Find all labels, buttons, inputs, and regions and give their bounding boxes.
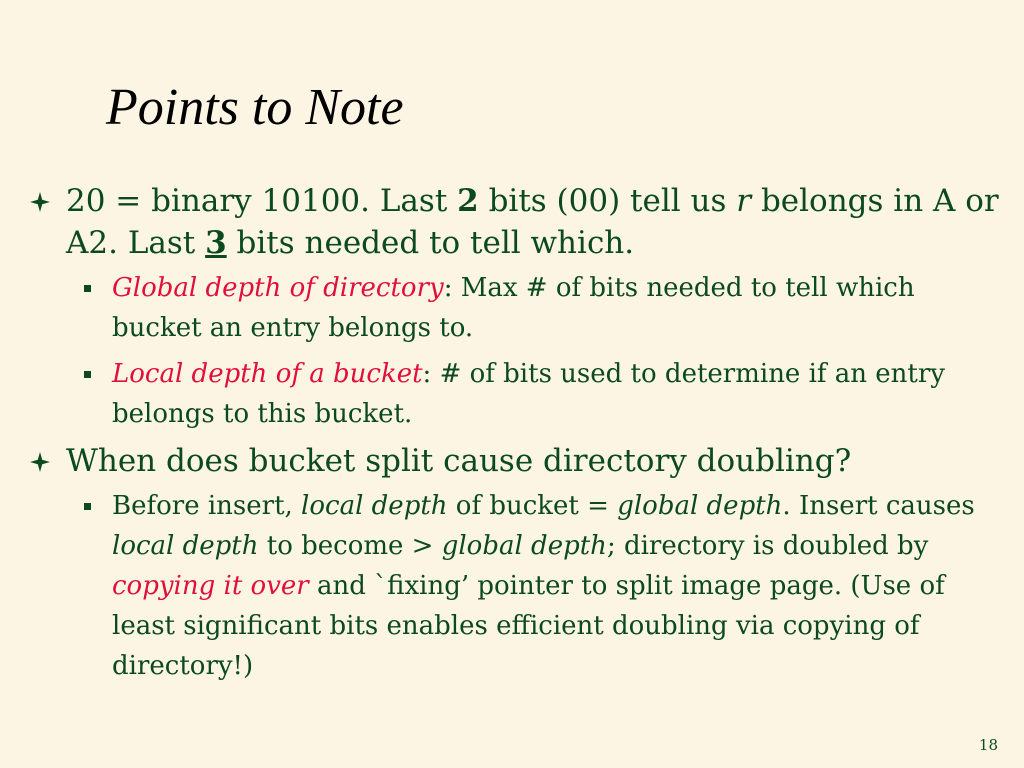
- doubling-italic-local-depth-2: local depth: [112, 531, 259, 561]
- doubling-italic-global-depth-2: global depth: [441, 531, 607, 561]
- slide-title: Points to Note: [106, 79, 404, 136]
- doubling-italic-global-depth-1: global depth: [617, 491, 783, 521]
- local-depth-definition: : # of bits used to determine if an entry belongs to this bucket.: [112, 359, 945, 429]
- binary-italic-r: r: [736, 183, 752, 219]
- subpoint-global-depth: [28, 268, 1008, 348]
- slide-content: [28, 180, 1008, 692]
- doubling-text-5: ; directory is doubled by: [606, 531, 929, 561]
- doubling-text-1: Before insert,: [112, 491, 302, 521]
- binary-text-4: bits needed to tell which.: [226, 225, 635, 261]
- bullet-point-binary: [28, 180, 1008, 264]
- square-bullet-icon: [84, 503, 91, 510]
- bullet-point-doubling: [28, 440, 1008, 482]
- doubling-italic-local-depth-1: local depth: [301, 491, 448, 521]
- subpoint-doubling-explanation: [28, 486, 1008, 686]
- subpoint-local-depth: [28, 354, 1008, 434]
- doubling-text-3: . Insert causes: [782, 491, 975, 521]
- binary-text-2: bits (00) tell us: [478, 183, 737, 219]
- local-depth-term: Local depth of a bucket: [112, 359, 423, 389]
- square-bullet-icon: [84, 371, 91, 378]
- diamond-bullet-icon: [28, 190, 52, 214]
- binary-bold-2: 2: [457, 183, 479, 219]
- doubling-question: When does bucket split cause directory doubling?: [66, 443, 852, 479]
- doubling-highlight-copying: copying it over: [112, 571, 309, 601]
- binary-text-3: belongs in A or A2. Last: [66, 183, 999, 261]
- doubling-text-2: of bucket =: [447, 491, 618, 521]
- doubling-text-4: to become >: [258, 531, 442, 561]
- binary-bold-3: 3: [205, 225, 227, 261]
- binary-text-1: 20 = binary 10100. Last: [66, 183, 458, 219]
- page-number: 18: [978, 736, 998, 754]
- diamond-bullet-icon: [28, 450, 52, 474]
- doubling-text-6: and `fixing’ pointer to split image page. (Use of least significant bits enables efficient doubling via copying of directory!): [112, 571, 945, 681]
- global-depth-definition: : Max # of bits needed to tell which bucket an entry belongs to.: [112, 273, 915, 343]
- global-depth-term: Global depth of directory: [112, 273, 444, 303]
- square-bullet-icon: [84, 285, 91, 292]
